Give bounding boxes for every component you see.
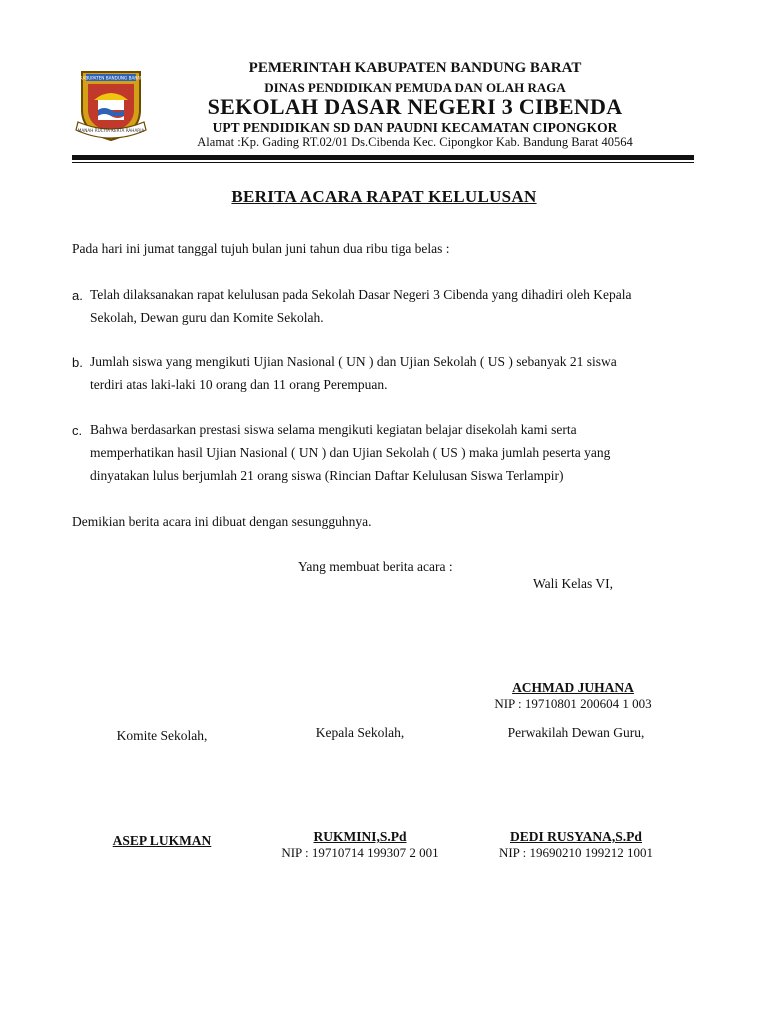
- intro-paragraph: Pada hari ini jumat tanggal tujuh bulan juni tahun dua ribu tiga belas :: [72, 241, 450, 256]
- wali-kelas-role: Wali Kelas VI,: [532, 576, 614, 591]
- item-a-line1: Telah dilaksanakan rapat kelulusan pada Sekolah Dasar Negeri 3 Cibenda yang dihadiri oleh Kepala: [90, 287, 632, 302]
- komite-signature: [72, 833, 252, 849]
- logo-top-label: KABUPATEN BANDUNG BARAT: [79, 75, 143, 81]
- logo-bottom-label: MANAH RUCITA KERTA RAHARJA: [77, 128, 145, 133]
- kepala-nip: NIP : 19710714 199307 2 001: [281, 845, 439, 860]
- dewan-guru-name: DEDI RUSYANA,S.Pd: [510, 829, 642, 844]
- signature-wali-kelas-name-block: [460, 680, 686, 712]
- header-school-name: SEKOLAH DASAR NEGERI 3 CIBENDA: [207, 94, 623, 119]
- letterhead-divider-thin: [72, 162, 694, 163]
- wali-kelas-name: ACHMAD JUHANA: [512, 680, 634, 695]
- item-b-label: b.: [72, 355, 83, 370]
- district-emblem-logo: [72, 66, 150, 144]
- item-c-label: c.: [72, 423, 83, 438]
- header-unit: UPT PENDIDIKAN SD DAN PAUDNI KECAMATAN CIPONGKOR: [212, 120, 618, 135]
- item-a-line2: Sekolah, Dewan guru dan Komite Sekolah.: [90, 310, 324, 325]
- letterhead-divider-thick: [72, 155, 694, 160]
- header-agency: DINAS PENDIDIKAN PEMUDA DAN OLAH RAGA: [264, 80, 566, 95]
- item-c-line1: Bahwa berdasarkan prestasi siswa selama mengikuti kegiatan belajar disekolah kami serta: [90, 422, 577, 437]
- header-government: PEMERINTAH KABUPATEN BANDUNG BARAT: [248, 60, 582, 76]
- document-title: BERITA ACARA RAPAT KELULUSAN: [231, 187, 537, 206]
- made-by-label: Yang membuat berita acara :: [298, 559, 453, 574]
- wali-kelas-nip: NIP : 19710801 200604 1 003: [494, 696, 652, 711]
- header-address: Alamat :Kp. Gading RT.02/01 Ds.Cibenda Kec. Cipongkor Kab. Bandung Barat 40564: [197, 135, 633, 149]
- item-c-line2: memperhatikan hasil Ujian Nasional ( UN ) dan Ujian Sekolah ( US ) maka jumlah peserta yang: [90, 445, 611, 460]
- closing-paragraph: Demikian berita acara ini dibuat dengan sesungguhnya.: [72, 514, 372, 529]
- kepala-role: Kepala Sekolah,: [315, 725, 405, 740]
- item-c-line3: dinyatakan lulus berjumlah 21 orang siswa (Rincian Daftar Kelulusan Siswa Terlampir): [90, 468, 564, 483]
- dewan-guru-signature: [463, 829, 689, 861]
- item-b-line1: Jumlah siswa yang mengikuti Ujian Nasional ( UN ) dan Ujian Sekolah ( US ) sebanyak 21 siswa: [90, 354, 617, 369]
- dewan-guru-nip: NIP : 19690210 199212 1001: [498, 845, 654, 860]
- item-b-line2: terdiri atas laki-laki 10 orang dan 11 orang Perempuan.: [90, 377, 388, 392]
- item-a-label: a.: [72, 288, 83, 303]
- kepala-name: RUKMINI,S.Pd: [313, 829, 407, 844]
- komite-role: Komite Sekolah,: [116, 728, 208, 743]
- signature-block-wali-kelas: [460, 576, 686, 592]
- kepala-signature: [250, 829, 470, 861]
- komite-name: ASEP LUKMAN: [112, 833, 212, 848]
- dewan-guru-role: Perwakilah Dewan Guru,: [507, 725, 645, 740]
